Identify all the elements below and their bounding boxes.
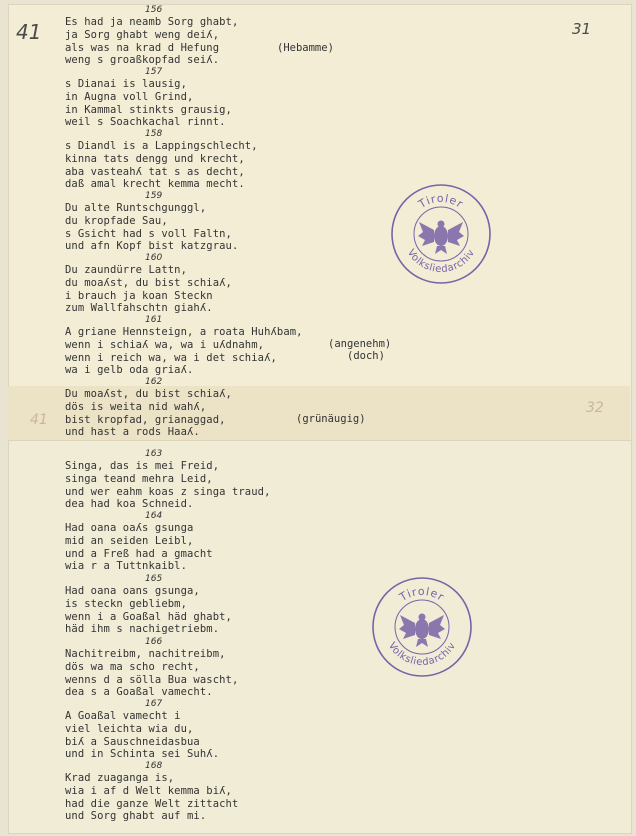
verse-line: und afn Kopf bist katzgrau.	[65, 240, 239, 253]
annotation-hebamme: (Hebamme)	[277, 42, 334, 54]
verse-161	[65, 315, 303, 377]
verse-line: du moaʎst, du bist schiaʎ,	[65, 276, 232, 289]
verse-line: in Kammal stinkts grausig,	[65, 103, 232, 116]
stamp-bottom-text: Volksliedarchiv	[385, 640, 459, 669]
page-number-left: 41	[16, 20, 42, 44]
verse-line: wia i af d Welt kemma biʎ,	[65, 784, 232, 797]
annotation-doch: (doch)	[347, 350, 385, 362]
verse-number: 161	[145, 315, 163, 325]
verse-line: weil s Soachkachal rinnt.	[65, 116, 226, 129]
verse-160	[65, 253, 232, 315]
verse-line: wenns d a sölla Bua wascht,	[65, 673, 239, 686]
verse-line: is steckn gebliebm,	[65, 597, 188, 610]
verse-158	[65, 129, 258, 191]
verse-line: A griane Hennsteign, a roata Huhʎbam,	[65, 326, 303, 338]
eagle-emblem-icon	[399, 614, 445, 648]
verse-line: mid an seiden Leibl,	[65, 534, 194, 547]
verse-line: A Goaßal vamecht i	[65, 710, 181, 722]
verse-line: bist kropfad, grianaggad,	[65, 413, 226, 426]
verse-number: 162	[145, 377, 163, 387]
stamp-top-text: Tiroler	[416, 191, 466, 212]
verse-156	[65, 5, 239, 67]
page-number-right: 31	[572, 20, 592, 38]
verse-line: in Augna voll Grind,	[65, 90, 194, 103]
verse-line: zum Wallfahschtn giahʎ.	[65, 302, 213, 315]
verse-line: wenn i reich wa, wa i det schiaʎ,	[65, 351, 277, 364]
verse-line: Du zaundürre Lattn,	[65, 264, 188, 276]
verse-line: wia r a Tuttnkaibl.	[65, 560, 188, 573]
svg-text:Tiroler	[396, 585, 447, 605]
verse-166	[65, 637, 239, 699]
verse-line: Nachitreibm, nachitreibm,	[65, 648, 226, 660]
verse-line: Du moaʎst, du bist schiaʎ,	[65, 388, 232, 400]
page-number-show-through-right: 32	[586, 400, 604, 416]
archive-stamp-top	[389, 182, 493, 286]
verse-number: 164	[145, 511, 163, 521]
verse-line: viel leichta wia du,	[65, 722, 194, 735]
verse-line: dös wa ma scho recht,	[65, 660, 200, 673]
verse-line: wa i gelb oda griaʎ.	[65, 364, 194, 377]
verse-162	[65, 377, 232, 439]
verse-line: aba vasteahʎ tat s as decht,	[65, 165, 245, 178]
verse-168	[65, 761, 239, 823]
verse-line: und wer eahm koas z singa traud,	[65, 485, 271, 498]
verse-159	[65, 191, 239, 253]
verse-line: dea had koa Schneid.	[65, 498, 194, 511]
verse-line: dea s a Goaßal vamecht.	[65, 686, 213, 699]
verse-167	[65, 699, 220, 761]
verse-line: weng s groaßkopfad seiʎ.	[65, 54, 220, 67]
stamp-bottom-text: Volksliedarchiv	[404, 247, 478, 276]
verse-line: wenn i a Goaßal häd ghabt,	[65, 610, 232, 623]
verse-line: häd ihm s nachigetriebm.	[65, 623, 220, 636]
verse-number: 166	[145, 637, 163, 647]
verse-157	[65, 67, 232, 129]
verse-number: 156	[145, 5, 163, 15]
verse-line: Es had ja neamb Sorg ghabt,	[65, 16, 239, 28]
stamp-top-text: Tiroler	[397, 584, 447, 605]
verse-number: 158	[145, 129, 163, 139]
page-number-show-through-left: 41	[30, 412, 48, 428]
verse-line: und a Freß had a gmacht	[65, 547, 213, 560]
verse-line: Singa, das is mei Freid,	[65, 460, 220, 472]
verse-number: 159	[145, 191, 163, 201]
verse-number: 157	[145, 67, 163, 77]
verse-line: had die ganze Welt zittacht	[65, 797, 239, 810]
verse-163	[65, 449, 271, 511]
verse-line: s Diandl is a Lappingschlecht,	[65, 140, 258, 152]
verse-line: daß amal krecht kemma mecht.	[65, 178, 245, 191]
verse-line: Du alte Runtschgunggl,	[65, 202, 207, 214]
verse-line: Krad zuaganga is,	[65, 772, 175, 784]
verse-line: und hast a rods Haaʎ.	[65, 426, 200, 439]
verse-line: s Dianai is lausig,	[65, 78, 188, 90]
verse-number: 167	[145, 699, 163, 709]
verse-line: du kropfade Sau,	[65, 214, 168, 227]
verse-line: dös is weita nid wahʎ,	[65, 400, 207, 413]
verse-line: s Gsicht had s voll Faltn,	[65, 227, 232, 240]
verse-number: 165	[145, 574, 163, 584]
verse-165	[65, 574, 232, 636]
archive-stamp-bottom	[370, 575, 474, 679]
verse-line: und in Schinta sei Suhʎ.	[65, 748, 220, 761]
verse-line: wenn i schiaʎ wa, wa i uʎdnahm,	[65, 338, 265, 351]
svg-text:Tiroler	[415, 192, 466, 212]
verse-number: 163	[145, 449, 163, 459]
verse-line: i brauch ja koan Steckn	[65, 289, 213, 302]
verse-number: 168	[145, 761, 163, 771]
verse-164	[65, 511, 213, 573]
verse-number: 160	[145, 253, 163, 263]
verse-line: singa teand mehra Leid,	[65, 472, 213, 485]
verse-line: biʎ a Sauschneidasbua	[65, 735, 200, 748]
verse-line: Had oana oans gsunga,	[65, 585, 200, 597]
verse-line: Had oana oaʎs gsunga	[65, 522, 194, 534]
verse-line: ja Sorg ghabt weng deiʎ,	[65, 28, 220, 41]
annotation-gruenaeugig: (grünäugig)	[296, 413, 366, 425]
verse-line: als was na krad d Hefung	[65, 41, 220, 54]
verse-line: und Sorg ghabt auf mi.	[65, 810, 207, 823]
verse-line: kinna tats dengg und krecht,	[65, 152, 245, 165]
eagle-emblem-icon	[418, 221, 464, 255]
annotation-angenehm: (angenehm)	[328, 338, 392, 350]
